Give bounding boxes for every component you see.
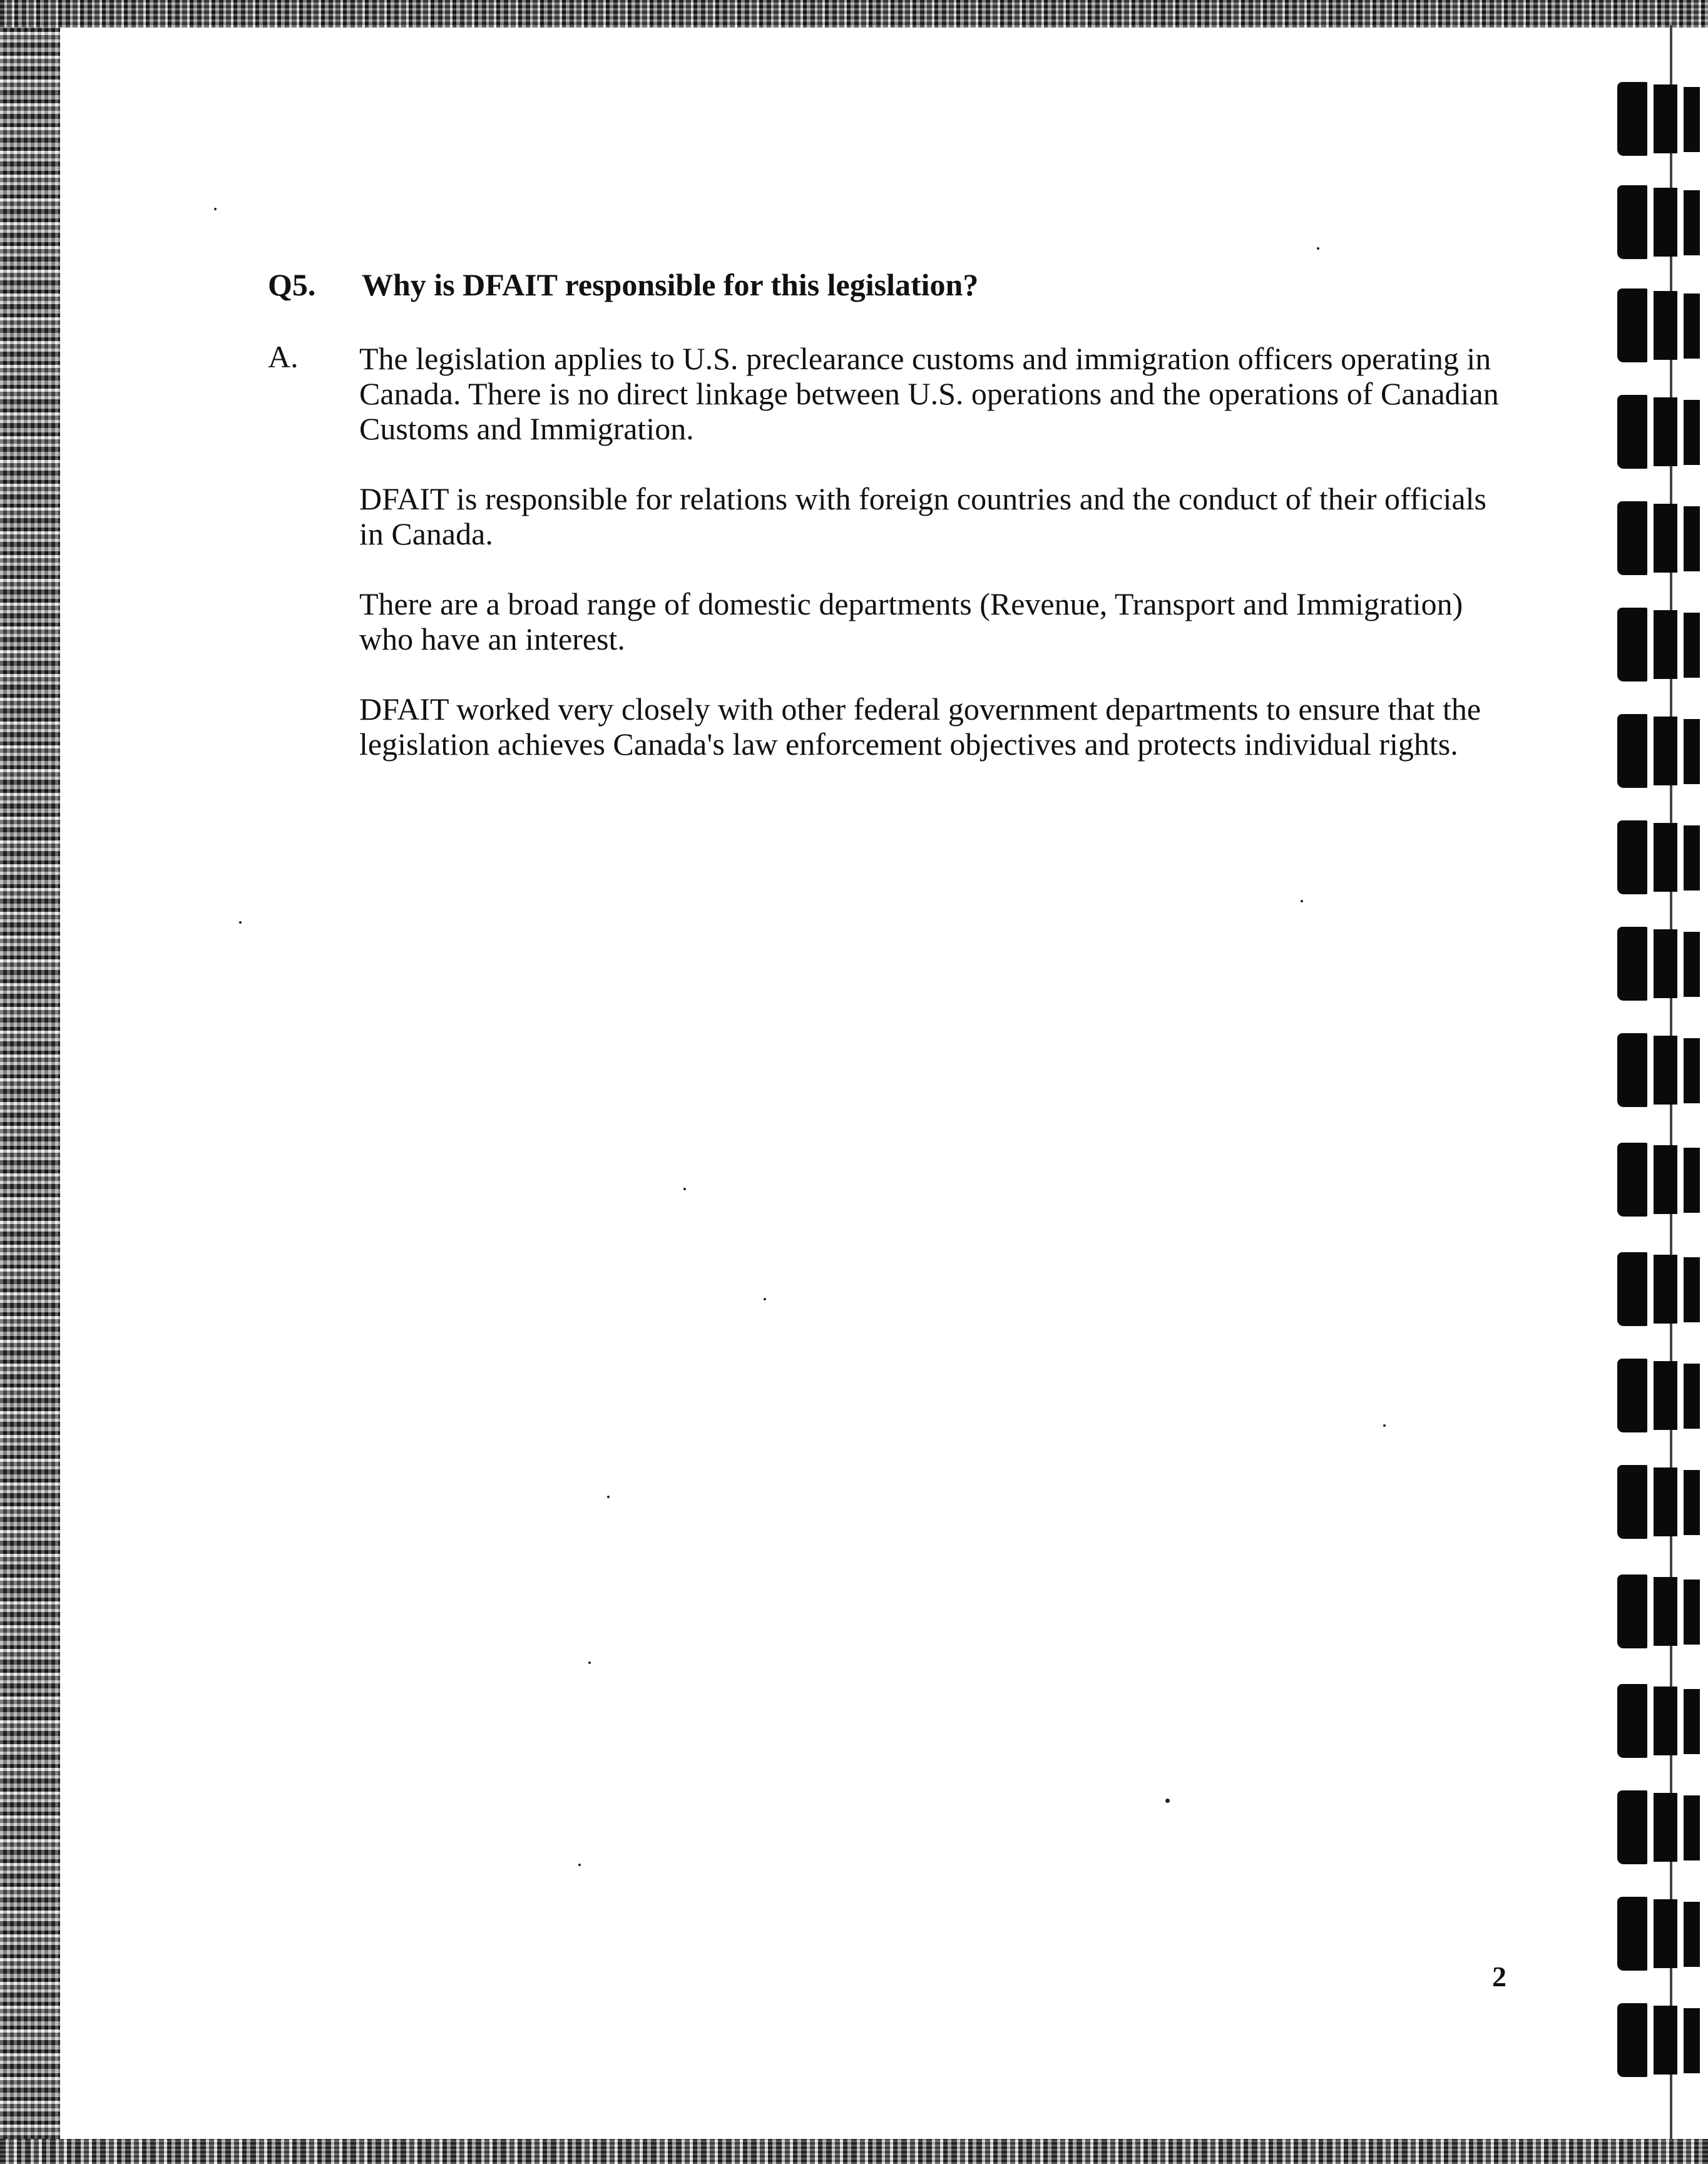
binding-ring: [1617, 82, 1708, 156]
binding-ring: [1617, 1359, 1708, 1432]
question-heading: Why is DFAIT responsible for this legislation?: [362, 267, 979, 302]
answer-paragraph: DFAIT is responsible for relations with foreign countries and the conduct of their officials in Canada.: [359, 481, 1486, 551]
binding-ring: [1617, 501, 1708, 575]
scan-speck: [588, 1661, 591, 1664]
scan-border-left: [0, 0, 60, 2164]
scan-speck: [1301, 900, 1303, 902]
scan-speck: [578, 1864, 581, 1866]
answer-paragraph: DFAIT worked very closely with other federal government departments to ensure that the legislation achieves Canada's law enforcement objectives and protects individual rights.: [359, 692, 1481, 762]
scan-speck: [214, 208, 217, 210]
answer-paragraph: The legislation applies to U.S. preclearance customs and immigration officers operating in Canada. There is no direct linkage between U.S. operations and the operations of Canadian Customs and Immigration.: [359, 341, 1499, 446]
answer-paragraph: There are a broad range of domestic departments (Revenue, Transport and Immigration) who have an interest.: [359, 586, 1463, 656]
spiral-binding: [1608, 0, 1708, 2164]
scan-speck: [1383, 1424, 1386, 1427]
answer-body: [359, 341, 1511, 797]
scan-speck: [239, 921, 242, 924]
binding-ring: [1617, 1252, 1708, 1326]
binding-ring: [1617, 185, 1708, 259]
scan-speck: [764, 1298, 766, 1300]
binding-ring: [1617, 1465, 1708, 1539]
binding-ring: [1617, 927, 1708, 1001]
binding-ring: [1617, 1790, 1708, 1864]
scan-border-top: [0, 0, 1708, 28]
scan-speck: [683, 1188, 686, 1190]
scan-speck: [1165, 1799, 1170, 1803]
binding-ring: [1617, 714, 1708, 788]
question-number: Q5.: [268, 267, 316, 302]
scan-speck: [607, 1496, 610, 1498]
binding-ring: [1617, 1143, 1708, 1217]
binding-ring: [1617, 1897, 1708, 1971]
answer-label: A.: [268, 339, 299, 374]
scan-speck: [1317, 247, 1319, 250]
binding-ring: [1617, 395, 1708, 469]
scan-border-bottom: [0, 2139, 1708, 2164]
binding-ring: [1617, 820, 1708, 894]
binding-ring: [1617, 2003, 1708, 2077]
binding-ring: [1617, 288, 1708, 362]
page-number: 2: [1492, 1961, 1506, 1993]
binding-ring: [1617, 1033, 1708, 1107]
binding-ring: [1617, 1684, 1708, 1758]
binding-ring: [1617, 1575, 1708, 1648]
binding-ring: [1617, 608, 1708, 681]
